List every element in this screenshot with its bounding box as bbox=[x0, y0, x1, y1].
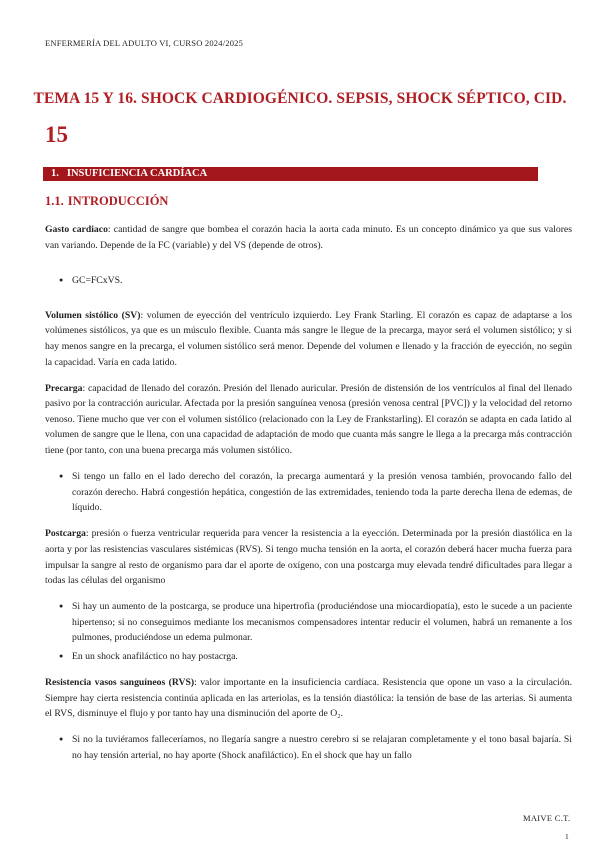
body-content bbox=[45, 222, 572, 774]
section-number: 1. bbox=[51, 168, 59, 179]
list-item: ● Si no la tuviéramos falleceríamos, no llegaría sangre a nuestro cerebro si se relajaran completamente y el tono basal bajaría. Si no hay tensión arterial, no hay aporte (Shock anafiláctico). En el shock que hay un fallo bbox=[45, 732, 572, 763]
term-gasto-cardiaco: Gasto cardiaco bbox=[45, 224, 108, 235]
term-postcarga: Postcarga bbox=[45, 528, 86, 540]
section-heading bbox=[43, 167, 538, 181]
paragraph-resistencia bbox=[45, 675, 572, 722]
term-precarga: Precarga bbox=[45, 382, 83, 394]
term-volumen-sistolico: Volumen sistólico (SV) bbox=[45, 309, 141, 321]
paragraph-volumen-sistolico bbox=[45, 308, 572, 370]
topic-number: 15 bbox=[45, 122, 68, 147]
paragraph-precarga bbox=[45, 381, 572, 459]
text-postcarga: : presión o fuerza ventricular requerida para vencer la resistencia a la eyección. Determinada por la presión diastólica en la aorta y por las resistencias vasculares sistémicas (RVS). Si tengo mucha tensión en la aorta, el corazón deberá hacer mucha fuerza para impulsar la sangre al resto de organismo para dar el aporte de oxígeno, con una postcarga muy elevada tendré dificultades para llegar a todas las células del organismo bbox=[45, 528, 572, 587]
list-item: ● Si hay un aumento de la postcarga, se produce una hipertrofia (produciéndose una miocardiopatía), esto le sucede a un paciente hipertenso; si no conseguimos mediante los mecanismos compensadores intentar reducir el volumen, habrá un remanente a los pulmones, produciéndose un edema pulmonar. bbox=[45, 599, 572, 646]
bullets-postcarga bbox=[45, 599, 572, 664]
bullets-resistencia bbox=[45, 732, 572, 763]
subsection-heading bbox=[45, 194, 168, 209]
paragraph-postcarga bbox=[45, 526, 572, 588]
page-number: 1 bbox=[565, 832, 569, 841]
list-item: ● Si tengo un fallo en el lado derecho del corazón, la precarga aumentará y la presión venosa también, provocando fallo del corazón derecho. Habrá congestión hepática, congestión de las extremidades, teniendo toda la parte derecha llena de edemas, de líquido. bbox=[45, 469, 572, 516]
list-item: ● En un shock anafiláctico no hay postacrga. bbox=[45, 649, 572, 665]
document-title: TEMA 15 Y 16. SHOCK CARDIOGÉNICO. SEPSIS, SHOCK SÉPTICO, CID. bbox=[33, 90, 567, 107]
text-volumen-sistolico: : volumen de eyección del ventrículo izquierdo. Ley Frank Starling. El corazón es capaz de adaptarse a los volúmenes sistólicos, ya que es un músculo flexible. Cuanta más sangre le llegue de la precarga, mayor será el volumen sistólico; y si hay menos sangre en la precarga, el volumen sistólico será menor. Depende del volumen e llenado y la fracción de eyección, no según la capacidad. Varía en cada latido. bbox=[45, 309, 572, 368]
term-resistencia: Resistencia vasos sanguíneos (RVS) bbox=[45, 677, 195, 689]
text-resistencia: : valor importante en la insuficiencia cardíaca. Resistencia que opone un vaso a la circulación. Siempre hay cierta resistencia continúa aplicada en las arteriolas, es la tensión diastólica: la tensión de base de las arterias. Si aumenta el RVS, disminuye el flujo y por tanto hay una disminución del aporte de O₂. bbox=[45, 677, 572, 720]
paragraph-gasto-cardiaco bbox=[45, 222, 572, 253]
bullets-precarga bbox=[45, 469, 572, 516]
bullets-gasto-cardiaco bbox=[45, 273, 572, 289]
list-item: ● GC=FCxVS. bbox=[45, 273, 572, 289]
running-header: ENFERMERÍA DEL ADULTO VI, CURSO 2024/2025 bbox=[45, 38, 244, 48]
text-gasto-cardiaco: : cantidad de sangre que bombea el corazón hacia la aorta cada minuto. Es un concepto dinámico ya que sus valores van variando. Depende de la FC (variable) y del VS (depende de otros). bbox=[45, 224, 573, 251]
subsection-label: INTRODUCCIÓN bbox=[67, 194, 169, 208]
subsection-number: 1.1. bbox=[45, 194, 64, 208]
section-label: INSUFICIENCIA CARDÍACA bbox=[66, 168, 208, 179]
text-precarga: : capacidad de llenado del corazón. Presión del llenado auricular. Presión de distensión de los ventrículos al final del llenado pasivo por la contracción auricular. Afectada por la presión sanguínea venosa (presión venosa central [PVC]) y la velocidad del retorno venoso. Tiene mucho que ver con el volumen sistólico (relacionado con la Ley de Frankstarling). El corazón se adapta en cada latido al volumen de sangre que le llena, con una capacidad de adaptación de modo que cuanta más sangre le llega a la precarga más contracción tiene (por tanto, con una buena precarga más volumen sistólico. bbox=[45, 382, 572, 457]
footer-author: MAIVE C.T. bbox=[523, 813, 571, 823]
